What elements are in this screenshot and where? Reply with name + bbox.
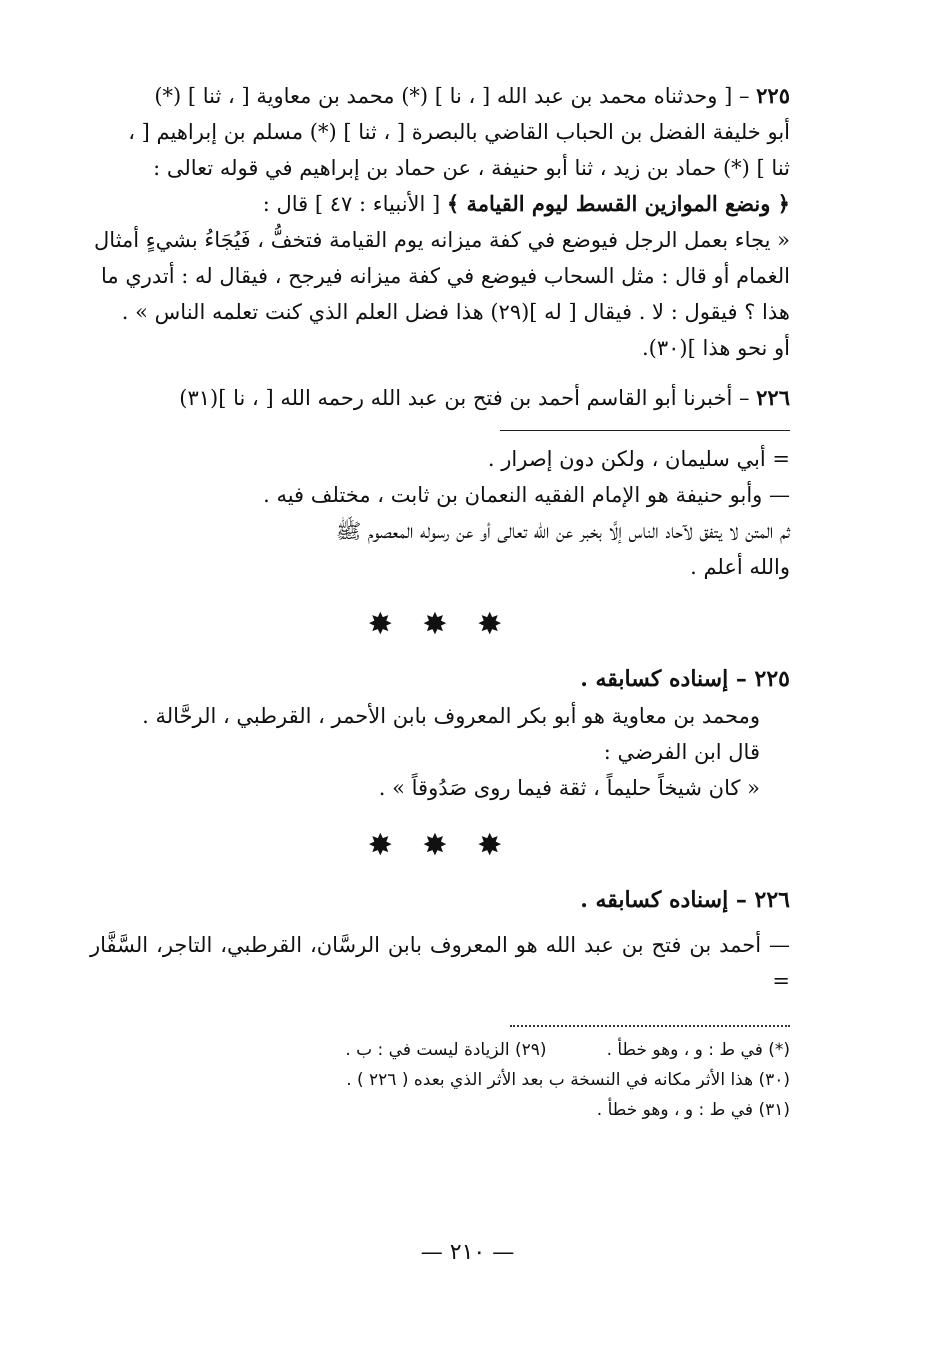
hadith-225-quote-3: هذا ؟ فيقول : لا . فيقال [ له ](٢٩) هذا فضل العلم الذي كنت تعلمه الناس » . bbox=[121, 300, 790, 324]
section-stars-2: ✸ ✸ ✸ bbox=[367, 828, 513, 863]
note-line-2: — وأبو حنيفة هو الإمام الفقيه النعمان بن ثابت ، مختلف فيه . bbox=[263, 483, 790, 507]
commentary-226-heading: ٢٢٦ – إسناده كسابقه . bbox=[580, 887, 790, 913]
section-stars-1: ✸ ✸ ✸ bbox=[367, 607, 513, 642]
hadith-225-line-4 bbox=[90, 186, 790, 222]
commentary-225-line-1: ومحمد بن معاوية هو أبو بكر المعروف بابن الأحمر ، القرطبي ، الرحَّالة . bbox=[142, 704, 760, 728]
note-line-3: ثم المتن لا يتفق لآحاد الناس إلَّا بخبر عن الله تعالى أو عن رسوله المعصوم ﷺ bbox=[335, 519, 790, 543]
hadith-225-line-2: أبو خليفة الفضل بن الحباب القاضي بالبصرة [ ، ثنا ] (*) مسلم بن إبراهيم [ ، bbox=[128, 120, 790, 144]
commentary-225-line-2: قال ابن الفرضي : bbox=[603, 740, 760, 764]
quran-reference: [ الأنبياء : ٤٧ ] قال : bbox=[262, 192, 447, 216]
note-line-1: = أبي سليمان ، ولكن دون إصرار . bbox=[487, 447, 790, 471]
footnote-row-1 bbox=[90, 1035, 790, 1065]
hadith-225-number: ٢٢٥ bbox=[756, 83, 790, 108]
hadith-225-line-3: ثنا ] (*) حماد بن زيد ، ثنا أبو حنيفة ، عن حماد بن إبراهيم في قوله تعالى : bbox=[153, 156, 790, 180]
commentary-226-line-1: — أحمد بن فتح بن عبد الله هو المعروف بابن الرسَّان، القرطبي، التاجر، السَّفَّار = bbox=[90, 933, 790, 993]
notes-divider bbox=[500, 430, 790, 431]
quran-verse: ﴿ ونضع الموازين القسط ليوم القيامة ﴾ bbox=[446, 191, 790, 216]
hadith-225-quote-4: أو نحو هذا ](٣٠). bbox=[641, 336, 790, 360]
commentary-225-heading: ٢٢٥ – إسناده كسابقه . bbox=[580, 666, 790, 692]
hadith-225-quote-2: الغمام أو قال : مثل السحاب فيوضع في كفة ميزانه فيرجح ، فيقال له : أتدري ما bbox=[101, 264, 790, 288]
footnote-29: (٢٩) الزيادة ليست في : ب . bbox=[345, 1040, 547, 1060]
footnotes-divider bbox=[510, 1025, 790, 1027]
page-body bbox=[90, 78, 790, 1125]
footnote-31: (٣١) في ط : و ، وهو خطأ . bbox=[596, 1100, 790, 1120]
page-number: — ٢١٠ — bbox=[420, 1240, 515, 1265]
footnote-star: (*) في ط : و ، وهو خطأ . bbox=[606, 1040, 790, 1060]
footnote-30: (٣٠) هذا الأثر مكانه في النسخة ب بعد الأثر الذي بعده ( ٢٢٦ ) . bbox=[346, 1070, 790, 1090]
hadith-225-line-1: ٢٢٥ – [ وحدثناه محمد بن عبد الله [ ، نا ] (*) محمد بن معاوية [ ، ثنا ] (*) bbox=[154, 83, 790, 108]
hadith-226-line-1: ٢٢٦ – أخبرنا أبو القاسم أحمد بن فتح بن عبد الله رحمه الله [ ، نا ](٣١) bbox=[179, 385, 790, 410]
commentary-225-line-3: « كان شيخاً حليماً ، ثقة فيما روى صَدُوقاً » . bbox=[378, 776, 760, 800]
note-line-4: والله أعلم . bbox=[690, 555, 790, 579]
spacer bbox=[90, 366, 790, 380]
hadith-226-number: ٢٢٦ bbox=[756, 385, 790, 410]
hadith-225-quote-1: « يجاء بعمل الرجل فيوضع في كفة ميزانه يوم القيامة فتخفُّ ، فَيُجَاءُ بشيءٍ أمثال bbox=[94, 228, 790, 252]
